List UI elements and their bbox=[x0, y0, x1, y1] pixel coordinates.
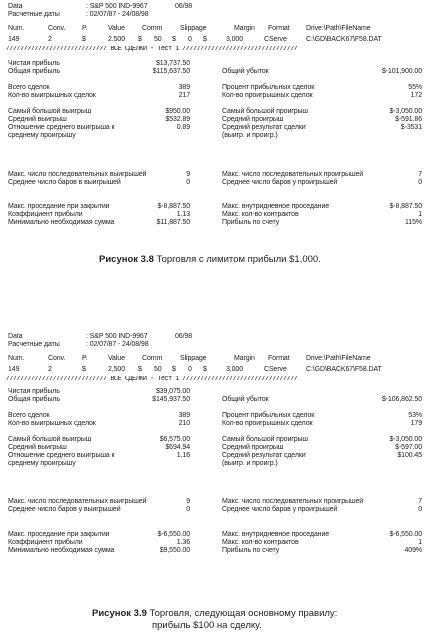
row-comm-currency: $ bbox=[138, 36, 142, 43]
row-value: 2.500 bbox=[108, 36, 126, 43]
winning-label: Кол-во выигрышных сделок bbox=[8, 420, 96, 427]
gross-loss-label: Общий убыток bbox=[222, 396, 269, 403]
max-consec-loss-value: 7 bbox=[418, 171, 422, 178]
max-contracts-label: Макс. кол-во контрактов bbox=[222, 211, 299, 218]
max-consec-win-value: 9 bbox=[186, 498, 190, 505]
largest-win-value: $950.00 bbox=[165, 108, 190, 115]
avg-loss-label: Средний проигрыш bbox=[222, 116, 284, 123]
header-margin: Margin bbox=[234, 355, 255, 362]
net-profit-label: Чистая прибыль bbox=[8, 60, 60, 67]
max-drawdown-close-value: $-6,550.00 bbox=[157, 531, 190, 538]
avg-trade-label-2: (выигр. и проигр.) bbox=[222, 460, 278, 467]
total-trades-value: 389 bbox=[178, 84, 190, 91]
row-margin-currency: $ bbox=[203, 36, 207, 43]
losing-value: 179 bbox=[410, 420, 422, 427]
profit-factor-label: Коэффициент прибыли bbox=[8, 539, 83, 546]
row-value-currency: $ bbox=[82, 366, 86, 373]
gross-profit-label: Общая прибыль bbox=[8, 68, 60, 75]
row-path: C:\GD\BACK67\F58.DAT bbox=[306, 36, 382, 43]
largest-loss-label: Самый большой проигрыш bbox=[222, 436, 308, 443]
header-num: Num. bbox=[8, 355, 25, 362]
profit-factor-value: 1.13 bbox=[176, 211, 190, 218]
header-path: Drive:\Path\FileName bbox=[306, 25, 371, 32]
avg-trade-label-1: Средний результат сделки bbox=[222, 452, 306, 459]
header-format: Format bbox=[268, 355, 290, 362]
dates-label: Расчетные даты bbox=[8, 341, 60, 348]
largest-loss-value: $-3,050.00 bbox=[389, 436, 422, 443]
losing-label: Кол-во проигрышных сделок bbox=[222, 92, 313, 99]
ratio-value: 1.16 bbox=[176, 452, 190, 459]
caption-2-text: Торговля, следующая основному правилу: bbox=[146, 608, 338, 619]
avg-trade-value: $100.45 bbox=[397, 452, 422, 459]
row-comm-currency: $ bbox=[138, 366, 142, 373]
pct-profitable-label: Процент прибыльных сделок bbox=[222, 84, 315, 91]
row-path: C:\GD\BACK67\F58.DAT bbox=[306, 366, 382, 373]
total-trades-value: 389 bbox=[178, 412, 190, 419]
winning-value: 217 bbox=[178, 92, 190, 99]
data-value: : S&P 500 IND-9967 bbox=[86, 3, 148, 10]
max-consec-loss-value: 7 bbox=[418, 498, 422, 505]
max-consec-loss-label: Макс. число последовательных проигрышей bbox=[222, 498, 364, 505]
gross-loss-value: $-106,862.50 bbox=[381, 396, 422, 403]
header-p: P. bbox=[82, 25, 88, 32]
gross-profit-value: $115,637.50 bbox=[152, 68, 190, 75]
data-label: Data bbox=[8, 333, 23, 340]
avg-bars-loss-value: 0 bbox=[418, 179, 422, 186]
header-num: Num. bbox=[8, 25, 25, 32]
caption-1-text: Торговля с лимитом прибыли $1,000. bbox=[153, 254, 321, 265]
avg-trade-label-2: (выигр. и проигр.) bbox=[222, 132, 278, 139]
largest-win-value: $6,575.00 bbox=[159, 436, 190, 443]
caption-2-number: Рисунок 3.9 bbox=[92, 608, 147, 619]
row-slippage-currency: $ bbox=[172, 36, 176, 43]
avg-bars-loss-value: 0 bbox=[418, 506, 422, 513]
banner: //////////////////////////// ВСЕ СДЕЛКИ - Тест 1 //////////////////////////////// bbox=[6, 46, 298, 53]
row-format: CServe bbox=[264, 36, 287, 43]
avg-win-label: Средний выигрыш bbox=[8, 116, 67, 123]
report-2 bbox=[0, 330, 437, 600]
account-value: $9,550.00 bbox=[159, 547, 190, 554]
avg-loss-label: Средний проигрыш bbox=[222, 444, 284, 451]
max-consec-win-value: 9 bbox=[186, 171, 190, 178]
largest-loss-value: $-3,050.00 bbox=[389, 108, 422, 115]
gross-loss-label: Общий убыток bbox=[222, 68, 269, 75]
max-contracts-label: Макс. кол-во контрактов bbox=[222, 539, 299, 546]
max-drawdown-intra-label: Макс. внутридневное проседание bbox=[222, 203, 330, 210]
header-comm: Comm bbox=[142, 25, 163, 32]
header-p: P. bbox=[82, 355, 88, 362]
avg-bars-loss-label: Среднее число баров у проигрышей bbox=[222, 506, 338, 513]
losing-label: Кол-во проигрышных сделок bbox=[222, 420, 313, 427]
avg-bars-win-value: 0 bbox=[186, 179, 190, 186]
avg-win-value: $694.94 bbox=[165, 444, 190, 451]
row-format: CServe bbox=[264, 366, 287, 373]
max-contracts-value: 1 bbox=[418, 539, 422, 546]
report-1 bbox=[0, 0, 437, 275]
ratio-label-1: Отношение среднего выигрыша к bbox=[8, 124, 115, 131]
avg-loss-value: $-591.86 bbox=[395, 116, 422, 123]
row-margin: 3,000 bbox=[226, 36, 244, 43]
return-label: Прибыль по счету bbox=[222, 219, 280, 226]
pct-profitable-label: Процент прибыльных сделок bbox=[222, 412, 315, 419]
ratio-label-2: среднему проигрышу bbox=[8, 132, 76, 139]
avg-bars-win-label: Среднее число баров в выигрышей bbox=[8, 179, 121, 186]
dates-value: : 02/07/87 - 24/08/98 bbox=[86, 11, 149, 18]
row-conv: 2 bbox=[48, 36, 52, 43]
net-profit-value: $39,075.00 bbox=[155, 388, 190, 395]
banner: //////////////////////////// ВСЕ СДЕЛКИ - Тест 1 //////////////////////////////// bbox=[6, 376, 298, 383]
row-num: 149 bbox=[8, 366, 20, 373]
header-comm: Comm bbox=[142, 355, 163, 362]
max-drawdown-intra-value: $-6,550.00 bbox=[389, 531, 422, 538]
header-value: Value bbox=[108, 355, 125, 362]
largest-win-label: Самый большой выигрыш bbox=[8, 436, 92, 443]
net-profit-value: $13,737.50 bbox=[155, 60, 190, 67]
max-drawdown-intra-value: $-8,887.50 bbox=[389, 203, 422, 210]
max-drawdown-close-label: Макс. проседание при закрытии bbox=[8, 203, 110, 210]
header-margin: Margin bbox=[234, 25, 255, 32]
caption-2-line-2: прибыль $100 на сделку. bbox=[152, 620, 262, 631]
return-value: 409% bbox=[404, 547, 422, 554]
account-label: Минимально необходимая сумма bbox=[8, 547, 115, 554]
ratio-label-2: среднему проигрышу bbox=[8, 460, 76, 467]
data-value: : S&P 500 IND-9967 bbox=[86, 333, 148, 340]
avg-trade-value: $-3531 bbox=[400, 124, 422, 131]
largest-loss-label: Самый большой проигрыш bbox=[222, 108, 308, 115]
row-slippage: 0 bbox=[188, 366, 192, 373]
pct-profitable-value: 55% bbox=[408, 84, 422, 91]
max-consec-win-label: Макс. число последовательных выигрышей bbox=[8, 498, 147, 505]
total-trades-label: Всего сделок bbox=[8, 412, 50, 419]
caption-2 bbox=[92, 608, 337, 620]
pct-profitable-value: 53% bbox=[408, 412, 422, 419]
row-comm: 50 bbox=[154, 366, 162, 373]
header-format: Format bbox=[268, 25, 290, 32]
avg-trade-label-1: Средний результат сделки bbox=[222, 124, 306, 131]
avg-win-label: Средний выигрыш bbox=[8, 444, 67, 451]
gross-profit-value: $145,937.50 bbox=[152, 396, 190, 403]
largest-win-label: Самый большой выигрыш bbox=[8, 108, 92, 115]
header-conv: Conv. bbox=[48, 25, 66, 32]
gross-loss-value: $-101,900.00 bbox=[381, 68, 422, 75]
row-slippage: 0 bbox=[188, 36, 192, 43]
header-conv: Conv. bbox=[48, 355, 66, 362]
avg-loss-value: $-597.00 bbox=[395, 444, 422, 451]
row-margin-currency: $ bbox=[203, 366, 207, 373]
avg-win-value: $532.89 bbox=[165, 116, 190, 123]
row-slippage-currency: $ bbox=[172, 366, 176, 373]
row-value-currency: $ bbox=[82, 36, 86, 43]
max-drawdown-close-value: $-8,887.50 bbox=[157, 203, 190, 210]
return-label: Прибыль по счету bbox=[222, 547, 280, 554]
row-margin: 3,000 bbox=[226, 366, 244, 373]
profit-factor-value: 1.36 bbox=[176, 539, 190, 546]
max-contracts-value: 1 bbox=[418, 211, 422, 218]
profit-factor-label: Коэффициент прибыли bbox=[8, 211, 83, 218]
month-value: 06/98 bbox=[175, 3, 193, 10]
data-label: Data bbox=[8, 3, 23, 10]
max-consec-win-label: Макс. число последовательных выигрышей bbox=[8, 171, 147, 178]
ratio-label-1: Отношение среднего выигрыша к bbox=[8, 452, 115, 459]
avg-bars-win-label: Среднее число баров у выигрышей bbox=[8, 506, 121, 513]
avg-bars-win-value: 0 bbox=[186, 506, 190, 513]
return-value: 115% bbox=[405, 219, 422, 226]
row-num: 149 bbox=[8, 36, 20, 43]
row-comm: 50 bbox=[154, 36, 162, 43]
max-drawdown-close-label: Макс. проседание при закрытии bbox=[8, 531, 110, 538]
header-value: Value bbox=[108, 25, 125, 32]
gross-profit-label: Общая прибыль bbox=[8, 396, 60, 403]
header-slippage: Slippage bbox=[180, 25, 207, 32]
avg-bars-loss-label: Среднее число баров у проигрышей bbox=[222, 179, 338, 186]
total-trades-label: Всего сделок bbox=[8, 84, 50, 91]
dates-value: : 02/07/87 - 24/08/98 bbox=[86, 341, 149, 348]
row-value: 2,500 bbox=[108, 366, 126, 373]
row-conv: 2 bbox=[48, 366, 52, 373]
dates-label: Расчетные даты bbox=[8, 11, 60, 18]
winning-value: 210 bbox=[178, 420, 190, 427]
caption-1-number: Рисунок 3.8 bbox=[99, 254, 154, 265]
account-label: Минимально необходимая сумма bbox=[8, 219, 115, 226]
account-value: $11,887.50 bbox=[156, 219, 190, 226]
ratio-value: 0.89 bbox=[176, 124, 190, 131]
max-drawdown-intra-label: Макс. внутридневное проседание bbox=[222, 531, 330, 538]
max-consec-loss-label: Макс. число последовательных проигрышей bbox=[222, 171, 364, 178]
caption-1 bbox=[99, 254, 321, 266]
net-profit-label: Чистая прибыль bbox=[8, 388, 60, 395]
losing-value: 172 bbox=[410, 92, 422, 99]
month-value: 06/98 bbox=[175, 333, 193, 340]
winning-label: Кол-во выигрышных сделок bbox=[8, 92, 96, 99]
header-slippage: Slippage bbox=[180, 355, 207, 362]
header-path: Drive:\Path\FileName bbox=[306, 355, 371, 362]
